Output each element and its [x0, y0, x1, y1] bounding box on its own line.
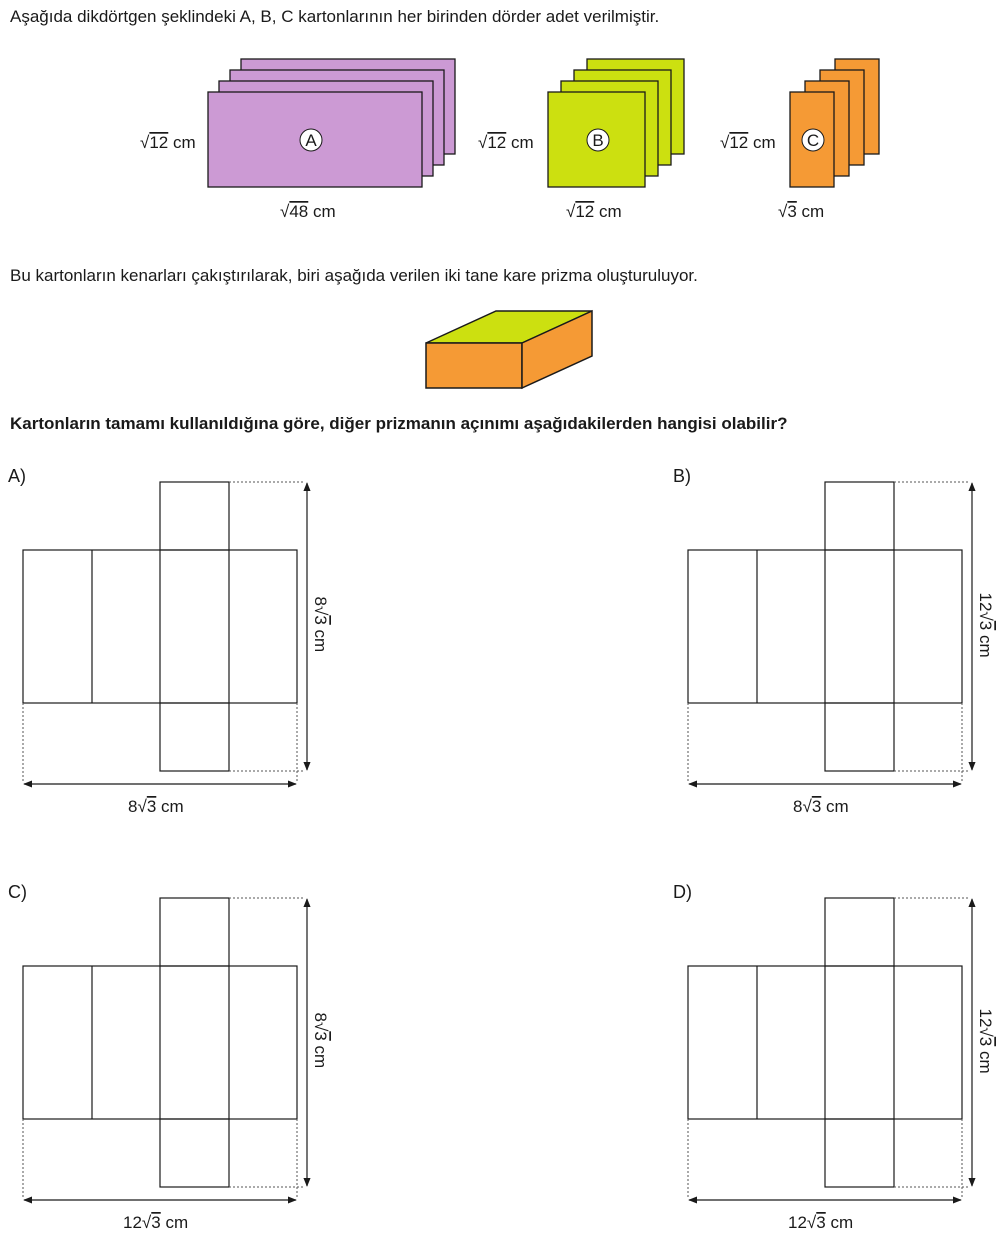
vertical-dimension-label	[976, 1009, 995, 1074]
middle-text: Bu kartonların kenarları çakıştırılarak, biri aşağıda verilen iki tane kare prizma oluşturuluyor.	[10, 266, 698, 285]
bottom-base	[825, 1119, 894, 1187]
option-label: C)	[8, 882, 27, 902]
card-width-label	[280, 202, 336, 221]
svg-text:12√3 cm: 12√3 cm	[976, 1008, 995, 1074]
svg-text:12√3 cm: 12√3 cm	[123, 1213, 189, 1232]
card-letter: A	[305, 131, 317, 150]
option-c[interactable]	[8, 882, 330, 1232]
prism-net	[688, 898, 970, 1197]
horizontal-dimension-label	[128, 797, 184, 816]
top-base	[825, 898, 894, 966]
svg-text:√12 cm: √12 cm	[720, 133, 776, 152]
card-width-label	[778, 202, 824, 221]
svg-text:8√3 cm: 8√3 cm	[311, 1012, 330, 1069]
prism-net	[23, 482, 305, 781]
option-label: D)	[673, 882, 692, 902]
svg-text:8√3 cm: 8√3 cm	[311, 596, 330, 653]
vertical-dimension-label	[311, 597, 330, 653]
square-prism	[426, 311, 592, 388]
svg-text:12√3 cm: 12√3 cm	[788, 1213, 854, 1232]
intro-text: Aşağıda dikdörtgen şeklindeki A, B, C kartonlarının her birinden dörder adet verilmiştir.	[10, 7, 660, 26]
option-b[interactable]	[673, 466, 995, 816]
svg-text:√12 cm: √12 cm	[566, 202, 622, 221]
bottom-base	[160, 703, 229, 771]
horizontal-dimension-label	[793, 797, 849, 816]
option-a[interactable]	[8, 466, 330, 816]
card-letter-badge	[300, 129, 322, 151]
question-text: Kartonların tamamı kullanıldığına göre, diğer prizmanın açınımı aşağıdakilerden hangisi olabilir?	[10, 414, 788, 433]
card-stack-a	[140, 59, 455, 221]
card-letter: C	[806, 131, 820, 150]
svg-text:8√3 cm: 8√3 cm	[128, 797, 184, 816]
svg-text:√3 cm: √3 cm	[778, 202, 825, 221]
svg-text:8√3 cm: 8√3 cm	[793, 797, 849, 816]
card-letter-badge	[802, 129, 824, 151]
card-height-label	[478, 133, 534, 152]
top-base	[160, 898, 229, 966]
svg-text:12√3 cm: 12√3 cm	[976, 592, 995, 658]
prism-net	[688, 482, 970, 781]
card-width-label	[566, 202, 622, 221]
option-label: A)	[8, 466, 26, 486]
option-label: B)	[673, 466, 691, 486]
prism-net	[23, 898, 305, 1197]
vertical-dimension-label	[976, 593, 995, 658]
svg-text:√12 cm: √12 cm	[478, 133, 534, 152]
bottom-base	[825, 703, 894, 771]
card-letter: B	[592, 131, 604, 150]
top-base	[160, 482, 229, 550]
top-base	[825, 482, 894, 550]
vertical-dimension-label	[311, 1013, 330, 1069]
card-height-label	[140, 133, 196, 152]
card-stacks	[140, 59, 879, 221]
answer-options	[8, 466, 995, 1232]
card-stack-c	[720, 59, 879, 221]
card-height-label	[720, 133, 776, 152]
svg-text:√12 cm: √12 cm	[140, 133, 196, 152]
card-letter-badge	[587, 129, 609, 151]
bottom-base	[160, 1119, 229, 1187]
prism-front-face	[426, 343, 522, 388]
svg-text:√48 cm: √48 cm	[280, 202, 336, 221]
option-d[interactable]	[673, 882, 995, 1232]
card-stack-b	[478, 59, 684, 221]
horizontal-dimension-label	[123, 1213, 188, 1232]
horizontal-dimension-label	[788, 1213, 853, 1232]
